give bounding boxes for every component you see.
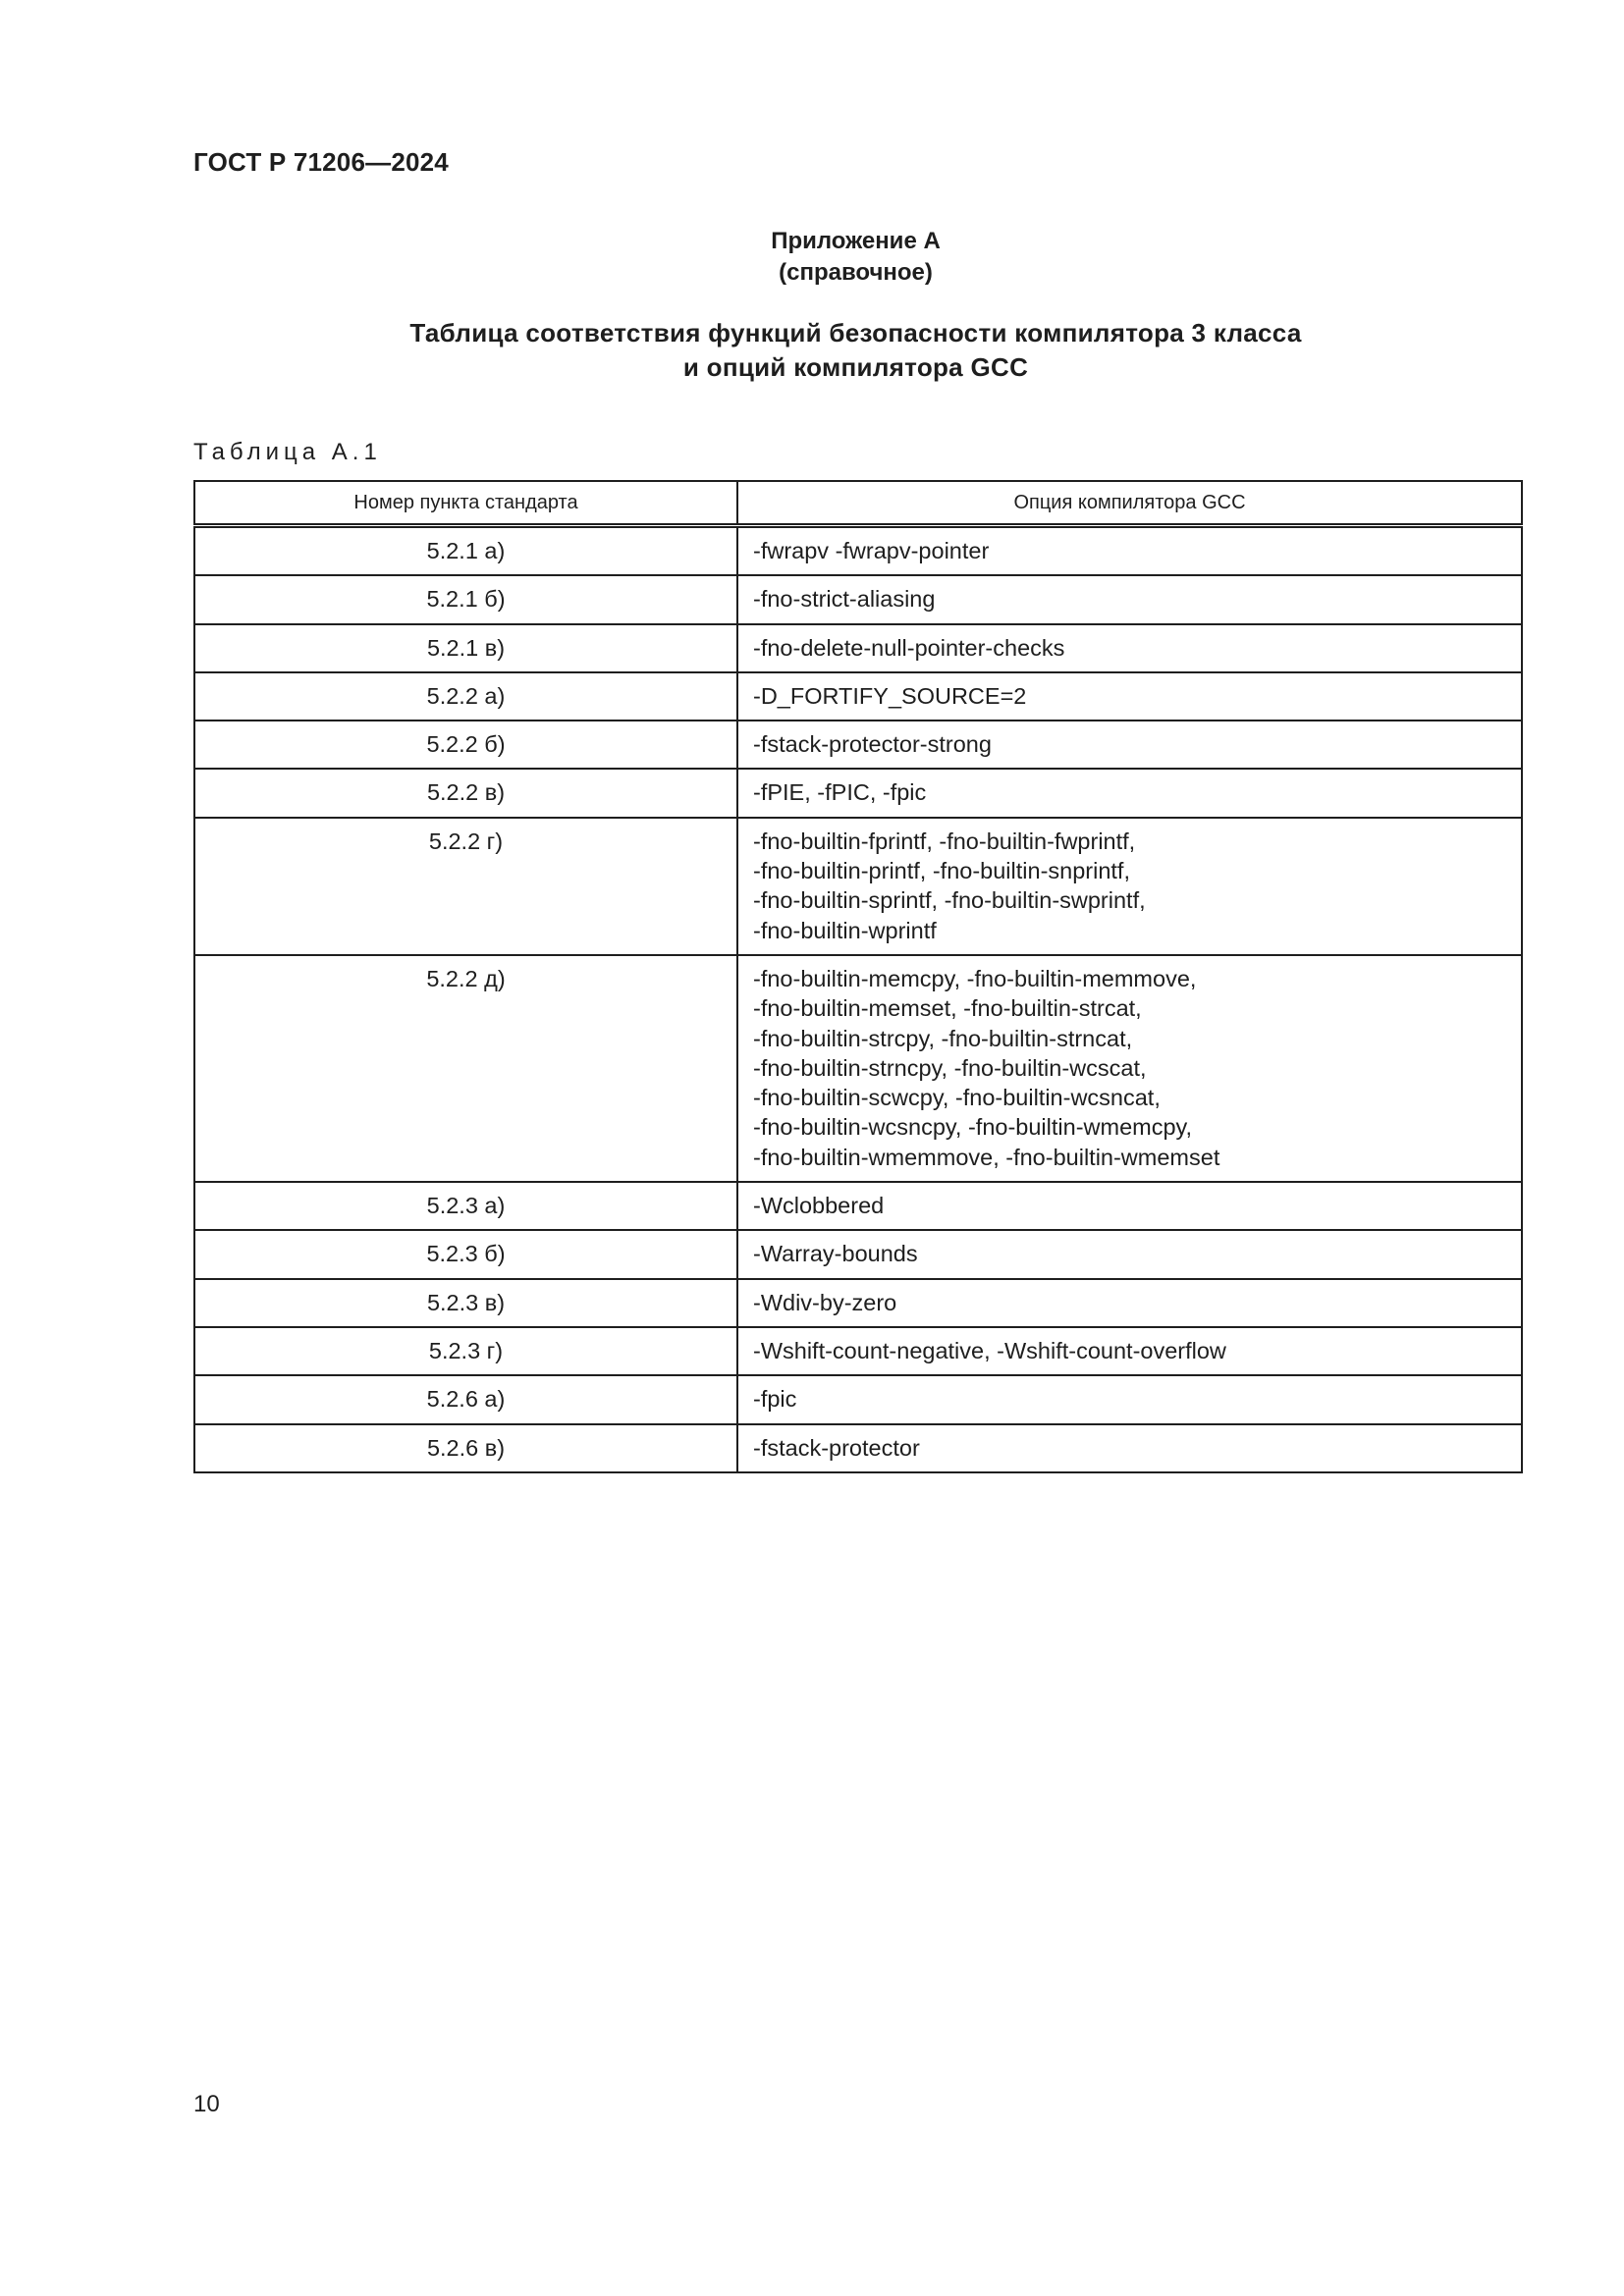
compiler-option-cell: -fpic	[737, 1375, 1522, 1423]
table-row	[194, 955, 1522, 1182]
table-row	[194, 672, 1522, 721]
item-number-cell: 5.2.3 в)	[194, 1279, 737, 1327]
table-header-row	[194, 481, 1522, 526]
item-number-cell: 5.2.3 б)	[194, 1230, 737, 1278]
table-caption: Таблица А.1	[193, 439, 382, 465]
table-row	[194, 526, 1522, 576]
compiler-option-cell: -fno-builtin-memcpy, -fno-builtin-memmove, -fno-builtin-memset, -fno-builtin-strcat, -fno-builtin-strcpy, -fno-builtin-strncat, -fno-builtin-strncpy, -fno-builtin-wcscat, -fno-builtin-scwcpy, -fno-builtin-wcsncat, -fno-builtin-wcsncpy, -fno-builtin-wmemcpy, -fno-builtin-wmemmove, -fno-builtin-wmemset	[737, 955, 1522, 1182]
page-number: 10	[193, 2091, 220, 2117]
compiler-option-cell: -fstack-protector	[737, 1424, 1522, 1472]
compiler-option-cell: -fno-strict-aliasing	[737, 575, 1522, 623]
column-header-option: Опция компилятора GCC	[737, 481, 1522, 526]
table-row	[194, 1375, 1522, 1423]
table-row	[194, 721, 1522, 769]
compiler-option-cell: -Wdiv-by-zero	[737, 1279, 1522, 1327]
compiler-option-cell: -D_FORTIFY_SOURCE=2	[737, 672, 1522, 721]
item-number-cell: 5.2.2 б)	[194, 721, 737, 769]
item-number-cell: 5.2.2 в)	[194, 769, 737, 817]
item-number-cell: 5.2.1 в)	[194, 624, 737, 672]
compiler-option-cell: -fno-delete-null-pointer-checks	[737, 624, 1522, 672]
compiler-option-cell: -fPIE, -fPIC, -fpic	[737, 769, 1522, 817]
compiler-option-cell: -fno-builtin-fprintf, -fno-builtin-fwprintf, -fno-builtin-printf, -fno-builtin-snprintf, -fno-builtin-sprintf, -fno-builtin-swprintf, -fno-builtin-wprintf	[737, 818, 1522, 955]
table-row	[194, 818, 1522, 955]
item-number-cell: 5.2.2 г)	[194, 818, 737, 955]
table-row	[194, 1230, 1522, 1278]
table-row	[194, 1424, 1522, 1472]
compiler-option-cell: -fwrapv -fwrapv-pointer	[737, 526, 1522, 576]
item-number-cell: 5.2.2 а)	[194, 672, 737, 721]
document-header: ГОСТ Р 71206—2024	[193, 147, 449, 177]
table-row	[194, 624, 1522, 672]
annex-title-line-1: Таблица соответствия функций безопасности компилятора 3 класса	[409, 318, 1302, 347]
annex-title-line-2: и опций компилятора GCC	[682, 352, 1029, 382]
annex-title	[0, 316, 1624, 385]
column-header-item: Номер пункта стандарта	[194, 481, 737, 526]
item-number-cell: 5.2.1 б)	[194, 575, 737, 623]
table-row	[194, 1327, 1522, 1375]
compiler-options-table	[193, 480, 1523, 1473]
item-number-cell: 5.2.2 д)	[194, 955, 737, 1182]
item-number-cell: 5.2.6 в)	[194, 1424, 737, 1472]
item-number-cell: 5.2.6 а)	[194, 1375, 737, 1423]
item-number-cell: 5.2.3 а)	[194, 1182, 737, 1230]
table-row	[194, 1279, 1522, 1327]
annex-label: Приложение А	[771, 228, 941, 254]
item-number-cell: 5.2.1 а)	[194, 526, 737, 576]
compiler-option-cell: -Wshift-count-negative, -Wshift-count-overflow	[737, 1327, 1522, 1375]
table-row	[194, 769, 1522, 817]
table-row	[194, 1182, 1522, 1230]
annex-heading	[0, 226, 1624, 289]
compiler-option-cell: -fstack-protector-strong	[737, 721, 1522, 769]
item-number-cell: 5.2.3 г)	[194, 1327, 737, 1375]
compiler-option-cell: -Warray-bounds	[737, 1230, 1522, 1278]
compiler-option-cell: -Wclobbered	[737, 1182, 1522, 1230]
table-row	[194, 575, 1522, 623]
annex-type: (справочное)	[779, 259, 933, 286]
